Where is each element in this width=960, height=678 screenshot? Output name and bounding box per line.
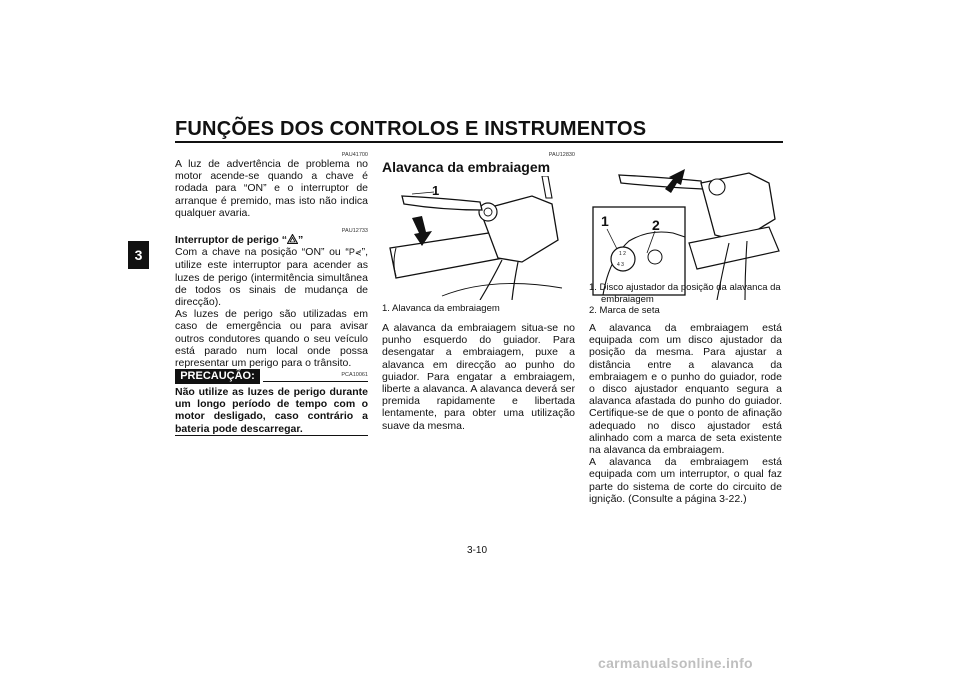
hazard-triangle-icon [287,234,298,244]
watermark: carmanualsonline.info [598,655,753,671]
column-1 [175,152,368,378]
figure-caption: 1. Alavanca da embraiagem [382,303,500,314]
section-heading: Interruptor de perigo “ ” [175,234,304,247]
paragraph: A luz de advertência de problema no motor acende-se quando a chave é rodada para “ON” e o interruptor de arranque é premido, mas isto não indica qualquer avaria. [175,158,368,219]
paragraph: A alavanca da embraiagem está equipada com um disco ajustador da posição da mesma. Para ajustar a distância entre a alavanca da embraiagem e o punho do guiador, rode o disco ajustador enquanto segura a alavanca afastada do punho do guiador. Certifique-se de que o ponto de afinação adequado no disco ajustador está alinhado com a marca de seta existente na alavanca da embraiagem. [589,322,782,457]
clutch-lever-figure [382,176,575,300]
figure-caption-list [589,282,782,317]
column-3 [589,322,782,505]
page-title: FUNÇÕES DOS CONTROLOS E INSTRUMENTOS [175,118,647,140]
paragraph: As luzes de perigo são utilizadas em caso de emergência ou para avisar outros condutores quando o seu veículo está parado num local onde possa representar um perigo para o trânsito. [175,308,368,370]
paragraph: A alavanca da embraiagem está equipada com um interruptor, o qual faz parte do sistema de corte do circuito de ignição. (Consulte a página 3-22.) [589,456,782,505]
parking-p-icon: P [348,247,355,258]
divider [263,381,368,382]
ref-code: PAU41700 [341,152,368,158]
paragraph: Com a chave na posição “ON” ou “P⋞”, utilize este interruptor para acender as luzes de perigo (intermitência simultânea de todos os sinais de mudança de direcção). [175,246,368,309]
svg-text:4 3: 4 3 [617,262,624,268]
figure-label: 1 [432,183,440,198]
adjuster-dial-figure [589,163,782,300]
column-2 [382,152,575,175]
section-title: Alavanca da embraiagem [382,159,551,175]
precaution-text: Não utilize as luzes de perigo durante um longo período de tempo com o motor desligado, caso contrário a bateria pode descarregar. [175,386,368,435]
ref-code: PCA10061 [341,372,368,379]
caption-item: 2. Marca de seta [589,305,660,316]
ref-code: PAU12733 [341,228,368,235]
figure-label: 2 [652,217,660,233]
page-number: 3-10 [467,545,488,556]
svg-text:1 2: 1 2 [619,251,626,257]
precaution-label: PRECAUÇÃO: [175,369,260,384]
caption-item: 1. Disco ajustador da posição da alavanca da embraiagem [589,282,781,305]
ref-code: PAU12830 [548,152,575,158]
chapter-tab: 3 [128,241,149,269]
figure-label: 1 [601,213,609,229]
divider [175,435,368,436]
paragraph: A alavanca da embraiagem situa-se no punho esquerdo do guiador. Para desengatar a embraiagem, puxe a alavanca em direcção ao punho do guiador. Para engatar a embraiagem, liberte a alavanca. A alavanca deverá ser premida rapidamente e libertada lentamente, para obter uma utilização suave da mesma. [382,322,575,432]
header-rule [175,141,783,143]
